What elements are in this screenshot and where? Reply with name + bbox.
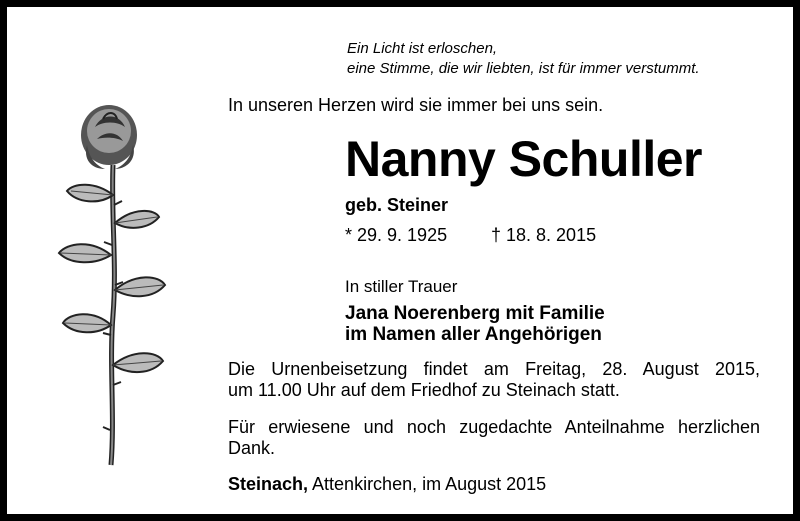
motto-line-2: eine Stimme, die wir liebten, ist für immer verstummt. bbox=[347, 60, 700, 77]
death-date: † 18. 8. 2015 bbox=[491, 225, 597, 245]
maiden-name: geb. Steiner bbox=[345, 195, 449, 215]
thanks-text bbox=[228, 417, 760, 459]
place-date-rest: Attenkirchen, im August 2015 bbox=[308, 474, 547, 494]
place-name: Steinach, bbox=[228, 474, 309, 494]
motto-line-1: Ein Licht ist erloschen, bbox=[347, 40, 498, 57]
thanks-line-1: Für erwiesene und noch zugedachte Anteilnahme herzlichen bbox=[228, 417, 760, 437]
mourners bbox=[345, 303, 605, 345]
place-date bbox=[228, 474, 546, 495]
intro-text: In unseren Herzen wird sie immer bei uns sein. bbox=[228, 95, 604, 115]
thanks-line-2: Dank. bbox=[228, 438, 276, 458]
mourners-line-1: Jana Noerenberg mit Familie bbox=[345, 303, 605, 324]
birth-date: * 29. 9. 1925 bbox=[345, 225, 448, 245]
rose-icon bbox=[47, 95, 182, 475]
funeral-announcement bbox=[228, 359, 760, 401]
mourners-line-2: im Namen aller Angehörigen bbox=[345, 324, 602, 345]
funeral-line-1: Die Urnenbeisetzung findet am Freitag, 28. August 2015, bbox=[228, 359, 760, 379]
funeral-line-2: um 11.00 Uhr auf dem Friedhof zu Steinach statt. bbox=[228, 380, 620, 400]
deceased-name: Nanny Schuller bbox=[345, 131, 702, 187]
mourning-label: In stiller Trauer bbox=[345, 277, 458, 296]
motto-quote bbox=[347, 39, 700, 79]
